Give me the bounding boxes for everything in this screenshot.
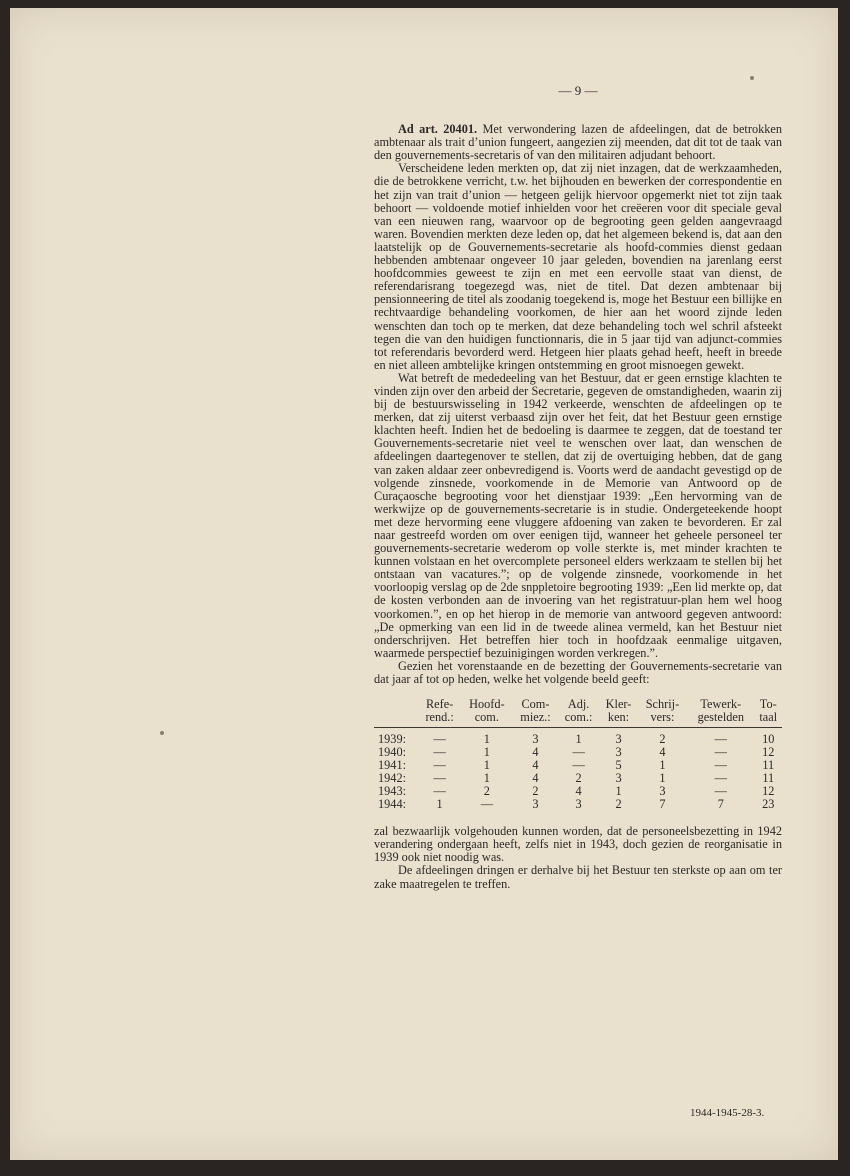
table-year-cell: 1941: <box>378 758 407 773</box>
table-cell: 1 <box>483 732 490 747</box>
table-cell: 1 <box>483 745 490 760</box>
table-year-cell: 1942: <box>378 771 407 786</box>
table-header-cell: Adj. com.: <box>558 698 599 728</box>
table-header-cell: Tewerk- gestelden <box>687 698 754 728</box>
paragraph-5: zal bezwaarlijk volgehouden kunnen worden, dat de personeelsbezetting in 1942 verandering ondergaan heeft, zelfs niet in 1943, doch gezien de reorganisatie in 1939 ook niet noodig was. <box>374 824 782 865</box>
paper-speck <box>160 731 164 735</box>
table-cell: 4 <box>532 745 539 760</box>
table-cell: 7 <box>659 797 666 812</box>
table-cell: — <box>714 784 727 799</box>
table-header-cell: Refe- rend.: <box>419 698 461 728</box>
table-cell: 3 <box>659 784 666 799</box>
table-cell: 12 <box>762 784 775 799</box>
table-cell: 1 <box>659 758 666 773</box>
table-cell: 1 <box>615 784 622 799</box>
table-cell: 11 <box>762 758 775 773</box>
staffing-table <box>374 698 782 811</box>
table-cell: — <box>480 797 493 812</box>
table-cell: — <box>572 745 585 760</box>
table-cell: 3 <box>615 745 622 760</box>
table-cell: 7 <box>717 797 724 812</box>
table-cell: 4 <box>532 758 539 773</box>
table-cell: 2 <box>575 771 582 786</box>
paragraph-2: Verscheidene leden merkten op, dat zij niet inzagen, dat de werkzaamheden, die de betrokkene verricht, t.w. het bijhouden en bewerken der correspondentie en het zijn van trait d’union — hetgeen gelijk hiervoor opgemerkt niet tot zijn taak behoort — voldoende motief inhielden voor het creëeren voor dit speciale geval van een nieuwen rang, waarvoor op de begrooting geen gelden aangevraagd waren. Bovendien merkten deze leden op, dat het algemeen bekend is, dat aan den laatstelijk op de Gouvernements-secretarie als hoofd-commies dienst gedaan hebbenden ambtenaar ongeveer 10 jaar geleden, bovendien na jarenlang eerst hoofdcommies geweest te zijn en met een eervolle staat van dienst, de referendarisrang toegezegd was, niet de titel. Dat dezen ambtenaar bij pensionneering de titel als zoodanig toegekend is, moge het Bestuur een billijke en rechtvaardige behandeling voorkomen, de hier aan het woord zijnde leden wenschten dan toch op te merken, dat deze behandeling toch wel schril afsteekt tegen die van den huidigen functionnaris, die in 5 jaar tijd van adjunct-commies tot referendaris bevorderd werd. Hetgeen hier plaats gehad heeft, heeft in breede en niet alleen ambtelijke kringen ontstemming en groot misnoegen gewekt. <box>374 161 782 372</box>
table-cell: 1 <box>659 771 666 786</box>
table-cell: — <box>714 732 727 747</box>
table-header-cell: Com- miez.: <box>513 698 558 728</box>
table-cell: 2 <box>483 784 490 799</box>
table-cell: 2 <box>659 732 666 747</box>
article-label: Ad art. 20401. <box>398 122 478 137</box>
table-cell: — <box>433 732 446 747</box>
document-code: 1944-1945-28-3. <box>690 1107 765 1119</box>
table-cell: 3 <box>615 732 622 747</box>
paper-speck <box>750 76 754 80</box>
table-cell: 4 <box>575 784 582 799</box>
table-cell: 10 <box>762 732 775 747</box>
table-cell: 12 <box>762 745 775 760</box>
table-cell: 2 <box>532 784 539 799</box>
table-cell: 1 <box>483 758 490 773</box>
staffing-table-wrap <box>374 698 782 811</box>
table-year-cell: 1940: <box>378 745 407 760</box>
table-cell: 2 <box>615 797 622 812</box>
table-header-cell: Kler- ken: <box>599 698 638 728</box>
paragraph-1-text: Met verwondering lazen de afdeelingen, dat de betrokken ambtenaar als trait d’union fungeert, aangezien zij meenden, dat dit tot de taak van den gouvernements-secretaris of van den militairen adjudant behoort. <box>374 122 782 163</box>
table-cell: — <box>572 758 585 773</box>
table-cell: — <box>433 771 446 786</box>
table-header-row <box>374 698 782 728</box>
table-cell: 3 <box>575 797 582 812</box>
table-cell: — <box>714 758 727 773</box>
table-header-cell: Schrij- vers: <box>638 698 687 728</box>
table-header-cell: Hoofd- com. <box>461 698 513 728</box>
table-cell: 23 <box>762 797 775 812</box>
paragraph-6: De afdeelingen dringen er derhalve bij het Bestuur ten sterkste op aan om ter zake maatregelen te treffen. <box>374 863 782 891</box>
table-cell: 11 <box>762 771 775 786</box>
table-cell: — <box>714 771 727 786</box>
table-header-cell <box>374 698 419 728</box>
table-cell: — <box>433 784 446 799</box>
table-cell: 1 <box>483 771 490 786</box>
page-number: — 9 — <box>558 83 598 98</box>
table-cell: 3 <box>615 771 622 786</box>
table-cell: 1 <box>575 732 582 747</box>
table-cell: 4 <box>532 771 539 786</box>
document-body <box>374 84 782 891</box>
table-row <box>374 728 782 747</box>
table-cell: 3 <box>532 732 539 747</box>
table-cell: — <box>714 745 727 760</box>
table-cell: — <box>433 758 446 773</box>
table-year-cell: 1944: <box>378 797 407 812</box>
table-row <box>374 798 782 811</box>
paragraph-3: Wat betreft de mededeeling van het Bestuur, dat er geen ernstige klachten te vinden zijn over den arbeid der Secretarie, gegeven de omstandigheden, waarin zij bij de bestuurswisseling in 1942 verkeerde, wenschten de afdeelingen op te merken, dat zij uiterst verbaasd zijn over het feit, dat het Bestuur geen ernstige klachten heeft. Indien het de bedoeling is daarmee te zeggen, dat de toestand ter Gouvernements-secretarie niet veel te wenschen over laat, dan wenschen de afdeelingen daartegenover te stellen, dat zij de overtuiging hebben, dat de gang van zaken aldaar zeer onbevredigend is. Voorts werd de aandacht gevestigd op de volgende zinsnede, voorkomende in de Memorie van Antwoord op de Curaçaosche begrooting voor het dienstjaar 1939: „Een hervorming van de werkwijze op de gouvernements-secretarie is in studie. Ondergeteekende hoopt met deze hervorming eene vluggere afdoening van zaken te bevorderen. Er zal naar gestreefd worden om over eenigen tijd, wanneer het geheele personeel ter gouvernements-secretarie wederom op volle sterkte is, met minder krachten te kunnen volstaan en het overcomplete personeel elders werkzaam te stellen bij het ontstaan van vacatures.”; op de volgende zinsnede, voorkomende in het voorloopig verslag op de 2de snppletoire begrooting 1939: „Een lid merkte op, dat de kosten verbonden aan de invoering van het registratuur-plan hem wel hoog voorkomen.”, en op het hierop in de memorie van antwoord gegeven antwoord: „De opmerking van een lid in de tweede alinea vermeld, kan het Bestuur niet onderschrijven. Het betreffen hier toch in hoofdzaak eenmalige uitgaven, waarmede perspectief bezuinigingen worden verkregen.”. <box>374 370 782 660</box>
paragraph-1 <box>374 123 782 162</box>
table-year-cell: 1939: <box>378 732 407 747</box>
paragraph-4: Gezien het vorenstaande en de bezetting der Gouvernements-secretarie van dat jaar af tot op heden, welke het volgende beeld geeft: <box>374 658 782 687</box>
table-header-cell: To- taal <box>755 698 783 728</box>
table-cell: 1 <box>436 797 443 812</box>
table-cell: 5 <box>615 758 622 773</box>
table-cell: 4 <box>659 745 666 760</box>
table-cell: — <box>433 745 446 760</box>
table-cell: 3 <box>532 797 539 812</box>
table-body <box>374 728 782 812</box>
table-year-cell: 1943: <box>378 784 407 799</box>
